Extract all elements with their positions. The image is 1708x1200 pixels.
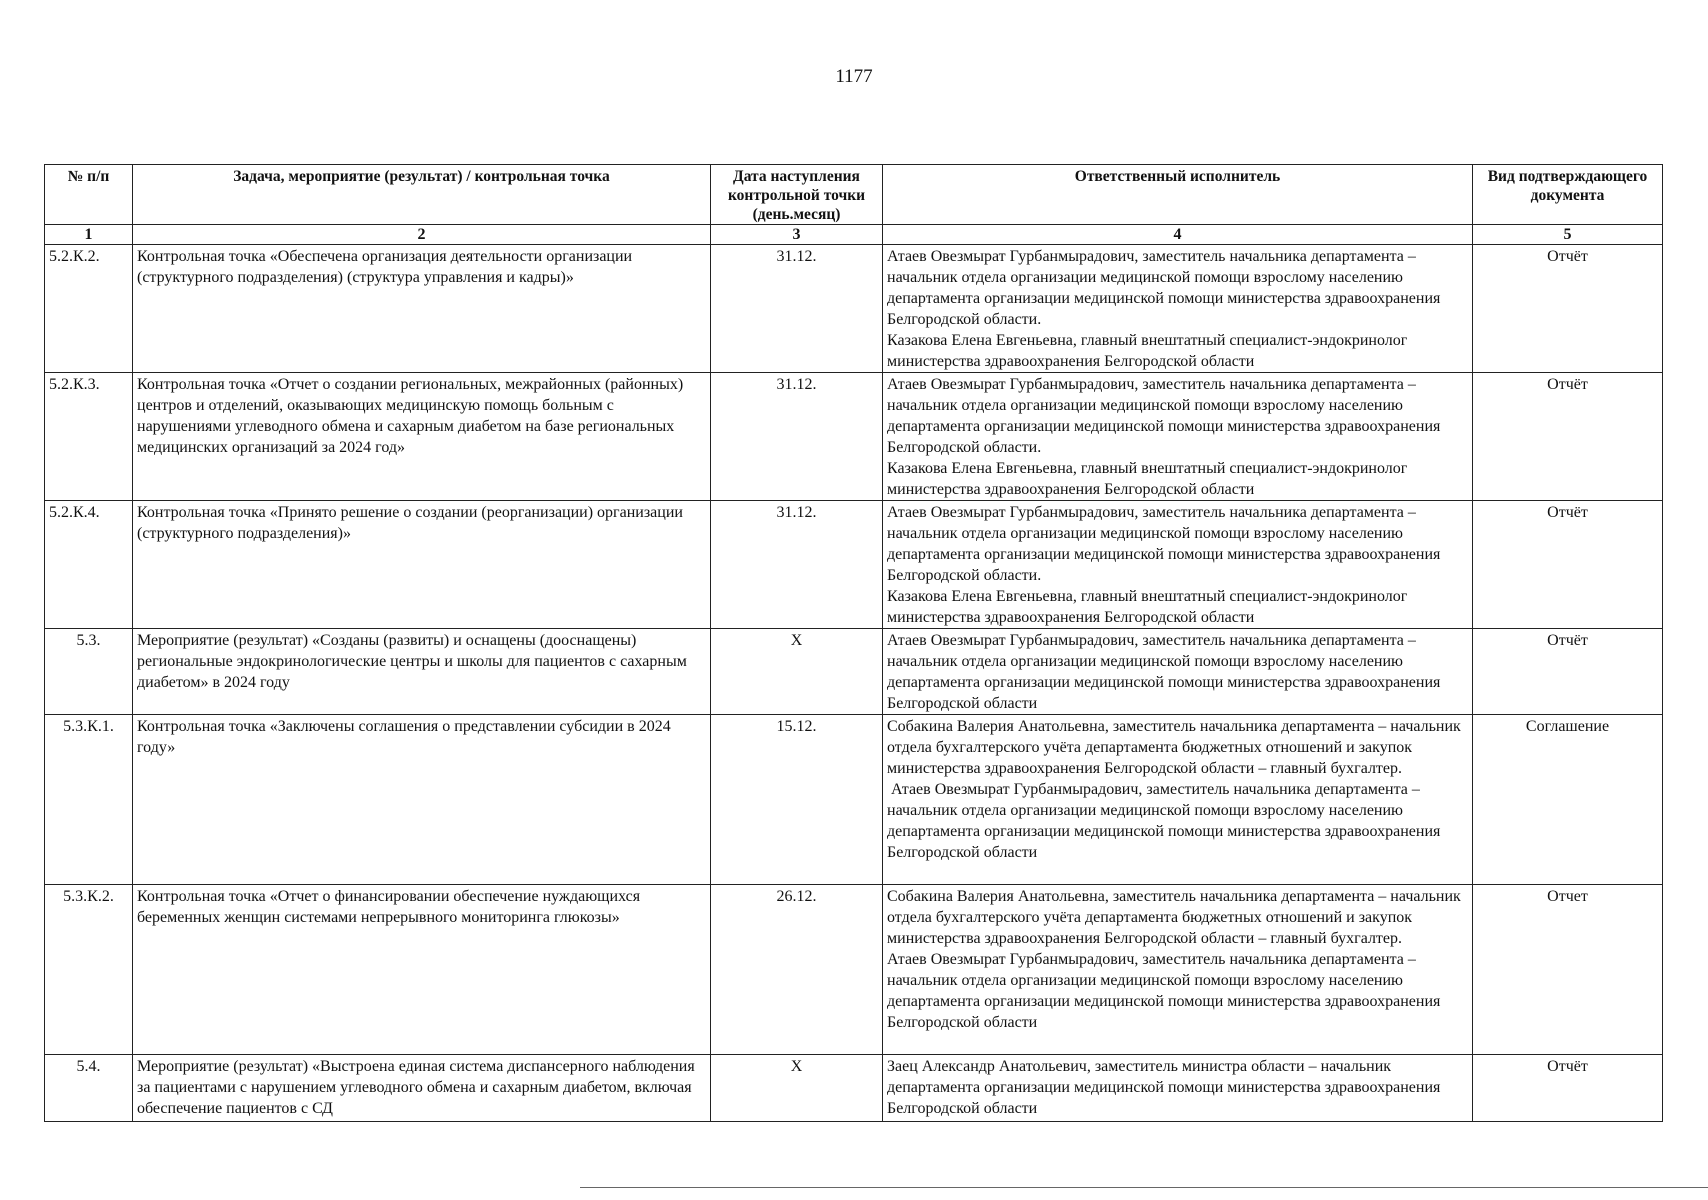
responsible-person: Казакова Елена Евгеньевна, главный внештатный специалист-эндокринолог министерства здравоохранения Белгородской области <box>887 588 1412 626</box>
header-task: Задача, мероприятие (результат) / контрольная точка <box>133 165 711 225</box>
column-number: 1 <box>45 225 133 245</box>
row-date: X <box>711 1055 883 1122</box>
column-number: 4 <box>883 225 1473 245</box>
row-number: 5.4. <box>45 1055 133 1122</box>
row-responsible <box>883 245 1473 373</box>
header-row <box>45 165 1663 225</box>
row-document-type: Отчет <box>1473 885 1663 1055</box>
row-date: 26.12. <box>711 885 883 1055</box>
table-row <box>45 1055 1663 1122</box>
row-number: 5.3. <box>45 629 133 715</box>
row-task: Контрольная точка «Принято решение о создании (реорганизации) организации (структурного подразделения)» <box>133 501 711 629</box>
row-document-type: Соглашение <box>1473 715 1663 885</box>
row-task: Контрольная точка «Отчет о создании региональных, межрайонных (районных) центров и отделений, оказывающих медицинскую помощь больным с нарушениями углеводного обмена и сахарным диабетом на базе региональных медицинских организаций за 2024 год» <box>133 373 711 501</box>
row-date: 31.12. <box>711 373 883 501</box>
table-row <box>45 373 1663 501</box>
table-row <box>45 629 1663 715</box>
responsible-person: Собакина Валерия Анатольевна, заместитель начальника департамента – начальник отдела бухгалтерского учёта департамента бюджетных отношений и закупок министерства здравоохранения Белгородской области – главный бухгалтер. <box>887 718 1465 777</box>
row-responsible <box>883 885 1473 1055</box>
row-task: Контрольная точка «Отчет о финансировании обеспечение нуждающихся беременных женщин системами непрерывного мониторинга глюкозы» <box>133 885 711 1055</box>
page-number: 1177 <box>835 66 873 87</box>
row-task: Контрольная точка «Заключены соглашения о представлении субсидии в 2024 году» <box>133 715 711 885</box>
table-row <box>45 245 1663 373</box>
table-row <box>45 501 1663 629</box>
table-row <box>45 715 1663 885</box>
plan-table <box>44 164 1663 1122</box>
row-task: Контрольная точка «Обеспечена организация деятельности организации (структурного подразделения) (структура управления и кадры)» <box>133 245 711 373</box>
row-task: Мероприятие (результат) «Созданы (развиты) и оснащены (дооснащены) региональные эндокринологические центры и школы для пациентов с сахарным диабетом» в 2024 году <box>133 629 711 715</box>
row-responsible <box>883 1055 1473 1122</box>
responsible-person: Казакова Елена Евгеньевна, главный внештатный специалист-эндокринолог министерства здравоохранения Белгородской области <box>887 460 1412 498</box>
row-number: 5.3.К.1. <box>45 715 133 885</box>
row-number: 5.2.К.2. <box>45 245 133 373</box>
header-responsible: Ответственный исполнитель <box>883 165 1473 225</box>
column-number: 3 <box>711 225 883 245</box>
row-date: 15.12. <box>711 715 883 885</box>
row-task: Мероприятие (результат) «Выстроена единая система диспансерного наблюдения за пациентами с нарушением углеводного обмена и сахарным диабетом, включая обеспечение пациентов с СД <box>133 1055 711 1122</box>
row-date: X <box>711 629 883 715</box>
table-row <box>45 885 1663 1055</box>
row-number: 5.3.К.2. <box>45 885 133 1055</box>
responsible-person: Заец Александр Анатольевич, заместитель министра области – начальник департамента организации медицинской помощи министерства здравоохранения Белгородской области <box>887 1058 1445 1117</box>
row-number: 5.2.К.4. <box>45 501 133 629</box>
row-number: 5.2.К.3. <box>45 373 133 501</box>
header-num: № п/п <box>45 165 133 225</box>
row-document-type: Отчёт <box>1473 1055 1663 1122</box>
row-document-type: Отчёт <box>1473 629 1663 715</box>
responsible-person: Атаев Овезмырат Гурбанмырадович, заместитель начальника департамента – начальник отдела организации медицинской помощи взрослому населению департамента организации медицинской помощи министерства здравоохранения Белгородской области. <box>887 504 1445 584</box>
row-responsible <box>883 629 1473 715</box>
responsible-person: Казакова Елена Евгеньевна, главный внештатный специалист-эндокринолог министерства здравоохранения Белгородской области <box>887 332 1412 370</box>
row-responsible <box>883 373 1473 501</box>
column-number-row <box>45 225 1663 245</box>
row-responsible <box>883 715 1473 885</box>
responsible-person: Атаев Овезмырат Гурбанмырадович, заместитель начальника департамента – начальник отдела организации медицинской помощи взрослому населению департамента организации медицинской помощи министерства здравоохранения Белгородской области. <box>887 248 1445 328</box>
row-date: 31.12. <box>711 501 883 629</box>
row-document-type: Отчёт <box>1473 373 1663 501</box>
column-number: 5 <box>1473 225 1663 245</box>
column-number: 2 <box>133 225 711 245</box>
row-date: 31.12. <box>711 245 883 373</box>
header-doc: Вид подтверждающего документа <box>1473 165 1663 225</box>
row-responsible <box>883 501 1473 629</box>
responsible-person: Атаев Овезмырат Гурбанмырадович, заместитель начальника департамента – начальник отдела организации медицинской помощи взрослому населению департамента организации медицинской помощи министерства здравоохранения Белгородской области <box>887 951 1445 1031</box>
row-document-type: Отчёт <box>1473 501 1663 629</box>
header-date: Дата наступления контрольной точки (день.месяц) <box>711 165 883 225</box>
responsible-person: Собакина Валерия Анатольевна, заместитель начальника департамента – начальник отдела бухгалтерского учёта департамента бюджетных отношений и закупок министерства здравоохранения Белгородской области – главный бухгалтер. <box>887 888 1465 947</box>
row-document-type: Отчёт <box>1473 245 1663 373</box>
footer-rule <box>580 1187 1708 1188</box>
responsible-person: Атаев Овезмырат Гурбанмырадович, заместитель начальника департамента – начальник отдела организации медицинской помощи взрослому населению департамента организации медицинской помощи министерства здравоохранения Белгородской области. <box>887 376 1445 456</box>
responsible-person: Атаев Овезмырат Гурбанмырадович, заместитель начальника департамента – начальник отдела организации медицинской помощи взрослому населению департамента организации медицинской помощи министерства здравоохранения Белгородской области <box>887 781 1445 861</box>
responsible-person: Атаев Овезмырат Гурбанмырадович, заместитель начальника департамента – начальник отдела организации медицинской помощи взрослому населению департамента организации медицинской помощи министерства здравоохранения Белгородской области <box>887 632 1445 712</box>
